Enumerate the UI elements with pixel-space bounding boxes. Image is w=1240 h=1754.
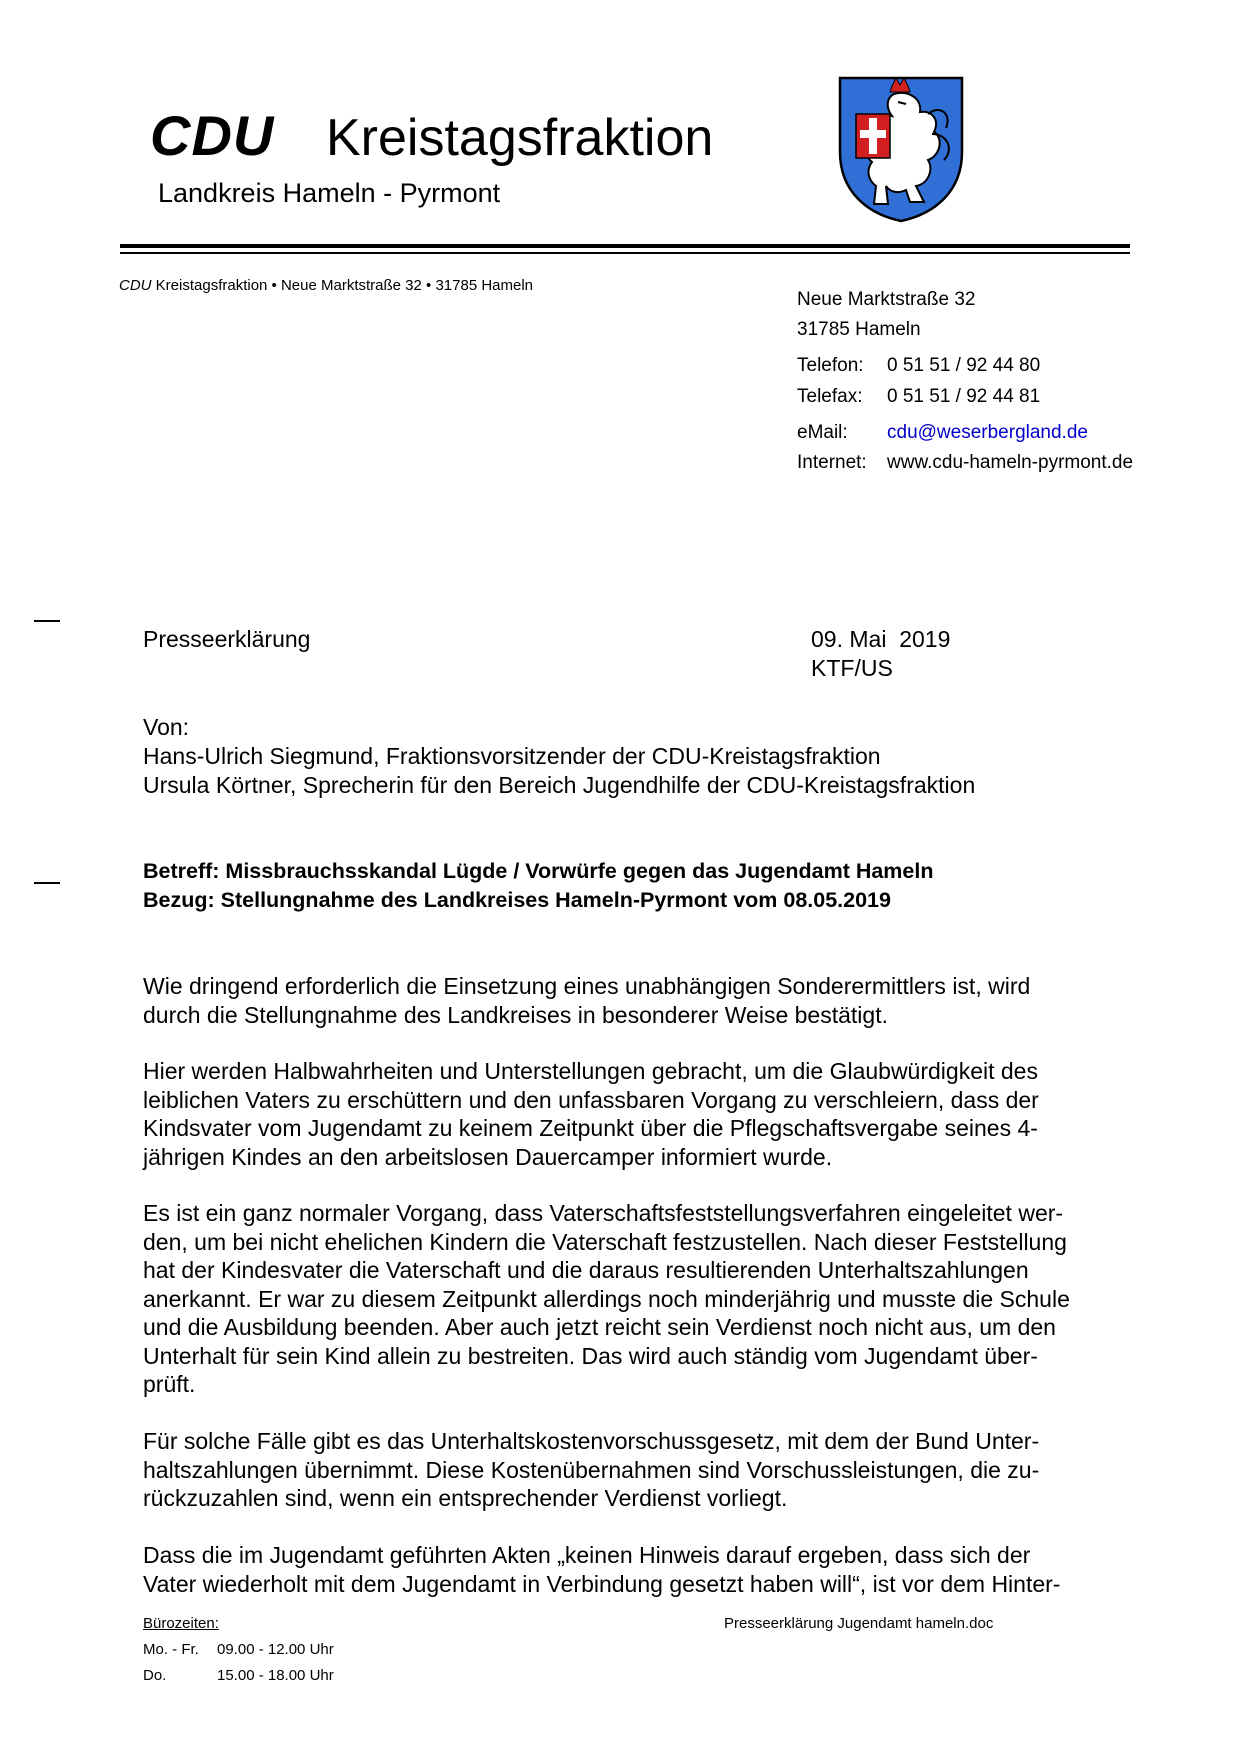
- body-line: durch die Stellungnahme des Landkreises in besonderer Weise bestätigt.: [143, 1001, 888, 1028]
- office-hours-row-1-days: Mo. - Fr.: [143, 1641, 199, 1658]
- email-row: [797, 423, 1088, 442]
- office-hours-row-2-time: 15.00 - 18.00 Uhr: [217, 1667, 334, 1684]
- sender-address: Kreistagsfraktion • Neue Marktstraße 32 • 31785 Hameln: [151, 277, 534, 294]
- body-paragraph-2: [143, 1057, 1143, 1171]
- web-value: www.cdu-hameln-pyrmont.de: [887, 452, 1134, 473]
- letterhead-divider-thin: [120, 252, 1130, 254]
- body-paragraph-4: [143, 1427, 1143, 1513]
- document-type: Presseerklärung: [143, 626, 311, 652]
- hameln-pyrmont-coat-of-arms-icon: [836, 74, 966, 224]
- body-paragraph-1: [143, 972, 1143, 1029]
- phone-label: Telefon:: [797, 355, 864, 376]
- letterhead-subtitle: Landkreis Hameln - Pyrmont: [158, 178, 501, 208]
- letterhead-title: Kreistagsfraktion: [326, 109, 714, 167]
- from-line-1: Hans-Ulrich Siegmund, Fraktionsvorsitzender der CDU-Kreistagsfraktion: [143, 743, 881, 769]
- subject-betreff: Betreff: Missbrauchsskandal Lügde / Vorwürfe gegen das Jugendamt Hameln: [143, 859, 934, 883]
- body-line: Vater wiederholt mit dem Jugendamt in Verbindung gesetzt haben will“, ist vor dem Hinter-: [143, 1570, 1061, 1597]
- web-label: Internet:: [797, 452, 867, 473]
- body-line: haltszahlungen übernimmt. Diese Kostenübernahmen sind Vorschussleistungen, die zu-: [143, 1456, 1040, 1483]
- body-line: rückzuzahlen sind, wenn ein entsprechender Verdienst vorliegt.: [143, 1485, 788, 1511]
- body-line: jährigen Kindes an den arbeitslosen Dauercamper informiert wurde.: [143, 1143, 833, 1170]
- fax-value: 0 51 51 / 92 44 81: [887, 386, 1041, 407]
- office-hours-label: Bürozeiten:: [143, 1615, 219, 1632]
- office-hours-row-2-days: Do.: [143, 1667, 167, 1684]
- body-line: Unterhalt für sein Kind allein zu bestreiten. Das wird auch ständig vom Jugendamt über-: [143, 1342, 1038, 1369]
- sender-return-address: [119, 277, 533, 294]
- email-label: eMail:: [797, 422, 848, 443]
- body-line: leiblichen Vaters zu erschüttern und den unfassbaren Vorgang zu verschleiern, dass der: [143, 1086, 1039, 1113]
- body-line: anerkannt. Er war zu diesem Zeitpunkt allerdings noch minderjährig und musste die Schule: [143, 1285, 1070, 1312]
- from-label: Von:: [143, 714, 190, 740]
- address-street: Neue Marktstraße 32: [797, 289, 976, 310]
- from-line-2: Ursula Körtner, Sprecherin für den Bereich Jugendhilfe der CDU-Kreistagsfraktion: [143, 772, 976, 798]
- fax-row: [797, 387, 1040, 406]
- email-link[interactable]: cdu@weserbergland.de: [887, 422, 1088, 443]
- sender-party: CDU: [119, 277, 152, 294]
- body-line: Für solche Fälle gibt es das Unterhaltskostenvorschussgesetz, mit dem der Bund Unter-: [143, 1428, 1040, 1454]
- body-line: Kindsvater vom Jugendamt zu keinem Zeitpunkt über die Pflegschaftsvergabe seines 4-: [143, 1115, 1038, 1141]
- office-hours-row-1-time: 09.00 - 12.00 Uhr: [217, 1641, 334, 1658]
- body-line: hat der Kindesvater die Vaterschaft und die daraus resultierenden Unterhaltszahlungen: [143, 1257, 1029, 1283]
- document-reference: KTF/US: [811, 655, 893, 681]
- body-line: Wie dringend erforderlich die Einsetzung eines unabhängigen Sonderermittlers ist, wird: [143, 973, 1031, 999]
- body-line: Dass die im Jugendamt geführten Akten „keinen Hinweis darauf ergeben, dass sich der: [143, 1542, 1031, 1568]
- body-paragraph-5: [143, 1541, 1143, 1598]
- body-line: Es ist ein ganz normaler Vorgang, dass Vaterschaftsfeststellungsverfahren eingeleitet wer-: [143, 1200, 1064, 1226]
- document-date: 09. Mai 2019: [811, 626, 951, 652]
- body-line: prüft.: [143, 1371, 196, 1397]
- web-row: [797, 453, 1133, 472]
- body-paragraph-3: [143, 1199, 1143, 1399]
- body-line: den, um bei nicht ehelichen Kindern die Vaterschaft festzustellen. Nach dieser Feststellung: [143, 1228, 1067, 1255]
- phone-value: 0 51 51 / 92 44 80: [887, 355, 1041, 376]
- party-logo-text: CDU: [150, 104, 275, 167]
- subject-bezug: Bezug: Stellungnahme des Landkreises Hameln-Pyrmont vom 08.05.2019: [143, 888, 891, 912]
- address-city: 31785 Hameln: [797, 319, 921, 340]
- fax-label: Telefax:: [797, 386, 863, 407]
- document-filename: Presseerklärung Jugendamt hameln.doc: [724, 1615, 994, 1632]
- body-line: Hier werden Halbwahrheiten und Unterstellungen gebracht, um die Glaubwürdigkeit des: [143, 1058, 1038, 1084]
- phone-row: [797, 356, 1040, 375]
- fold-mark-top: [34, 620, 60, 622]
- body-line: und die Ausbildung beenden. Aber auch jetzt reicht sein Verdienst noch nicht aus, um den: [143, 1314, 1056, 1340]
- letterhead-divider-thick: [120, 244, 1130, 248]
- fold-mark-middle: [34, 882, 60, 884]
